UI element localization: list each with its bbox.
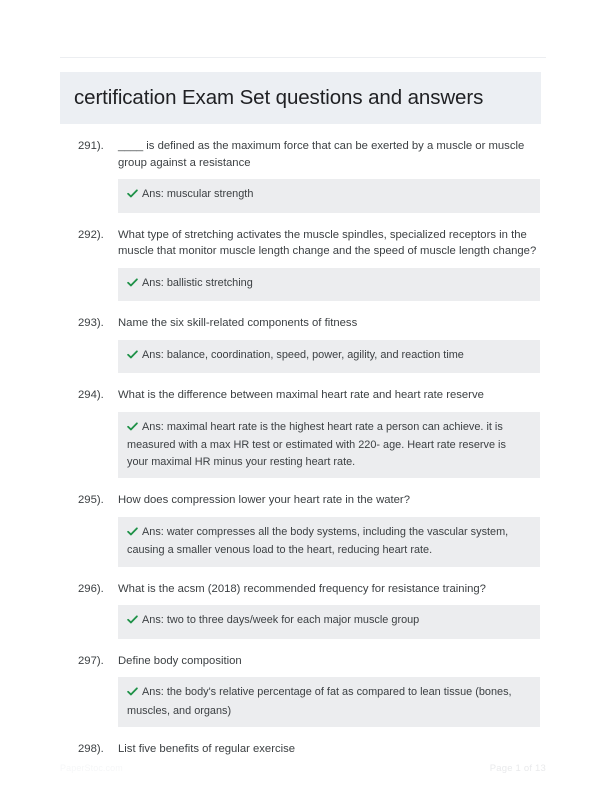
answer-text: Ans: maximal heart rate is the highest heart rate a person can achieve. it is measured with a max HR test or estimated with 220- age. Heart rate reserve is your maximal HR minus your resting heart rate. — [127, 420, 506, 468]
answer-content — [127, 419, 530, 471]
question-number: 293). — [78, 317, 104, 329]
question-text: Define body composition — [118, 654, 242, 667]
answer-text: Ans: balance, coordination, speed, power, agility, and reaction time — [142, 348, 464, 361]
question-number: 298). — [78, 743, 104, 755]
qa-item — [0, 741, 606, 758]
green-check-icon — [127, 188, 138, 205]
qa-item — [0, 138, 606, 213]
answer-box — [118, 340, 540, 374]
answer-content — [127, 684, 530, 719]
green-check-icon — [127, 686, 138, 703]
answer-text: Ans: ballistic stretching — [142, 276, 253, 289]
qa-item — [0, 581, 606, 639]
header-divider — [60, 57, 546, 58]
page-footer — [60, 760, 546, 776]
answer-content — [127, 186, 530, 205]
question-text: List five benefits of regular exercise — [118, 743, 296, 755]
question-row — [0, 227, 606, 260]
qa-item — [0, 492, 606, 567]
answer-box — [118, 605, 540, 639]
question-row — [0, 387, 606, 404]
answer-content — [127, 275, 530, 294]
answer-text: Ans: the body's relative percentage of fat as compared to lean tissue (bones, muscles, and organs) — [127, 686, 512, 717]
question-row — [0, 492, 606, 509]
qa-item — [0, 227, 606, 302]
document-title-bar — [60, 72, 541, 124]
qa-item — [0, 653, 606, 728]
answer-text: Ans: muscular strength — [142, 188, 254, 200]
question-row — [0, 741, 606, 758]
answer-box — [118, 268, 540, 302]
question-number: 291). — [78, 140, 104, 152]
green-check-icon — [127, 614, 138, 631]
answer-content — [127, 612, 530, 631]
green-check-icon — [127, 349, 138, 366]
qa-item — [0, 315, 606, 373]
green-check-icon — [127, 277, 138, 294]
page-title: certification Exam Set questions and answers — [74, 85, 484, 109]
question-row — [0, 138, 606, 171]
answer-text: Ans: water compresses all the body systems, including the vascular system, causing a smaller venous load to the heart, reducing heart rate. — [127, 525, 509, 556]
question-number: 294). — [78, 389, 104, 401]
answer-text: Ans: two to three days/week for each major muscle group — [142, 614, 420, 626]
green-check-icon — [127, 526, 138, 543]
question-row — [0, 653, 606, 670]
question-text: How does compression lower your heart rate in the water? — [118, 494, 410, 506]
answer-box — [118, 517, 540, 567]
question-row — [0, 315, 606, 332]
page-number: Page 1 of 13 — [489, 762, 546, 774]
answer-content — [127, 347, 530, 366]
site-watermark: PaperStoc.com — [60, 763, 123, 773]
question-number: 295). — [78, 494, 104, 506]
qa-item — [0, 387, 606, 478]
question-text: What is the acsm (2018) recommended frequency for resistance training? — [118, 582, 486, 595]
question-text: ____ is defined as the maximum force that can be exerted by a muscle or muscle group against a resistance — [118, 140, 525, 169]
answer-box — [118, 412, 540, 479]
question-text: What type of stretching activates the muscle spindles, specialized receptors in the muscle that monitor muscle length change and the speed of muscle length change? — [118, 228, 537, 257]
question-text: What is the difference between maximal heart rate and heart rate reserve — [118, 389, 484, 401]
question-text: Name the six skill-related components of fitness — [118, 317, 358, 329]
answer-content — [127, 524, 530, 559]
question-number: 296). — [78, 582, 104, 595]
question-number: 297). — [78, 654, 104, 667]
answer-box — [118, 179, 540, 213]
question-answer-list — [0, 138, 606, 772]
question-number: 292). — [78, 228, 104, 241]
question-row — [0, 581, 606, 598]
green-check-icon — [127, 421, 138, 438]
answer-box — [118, 677, 540, 727]
